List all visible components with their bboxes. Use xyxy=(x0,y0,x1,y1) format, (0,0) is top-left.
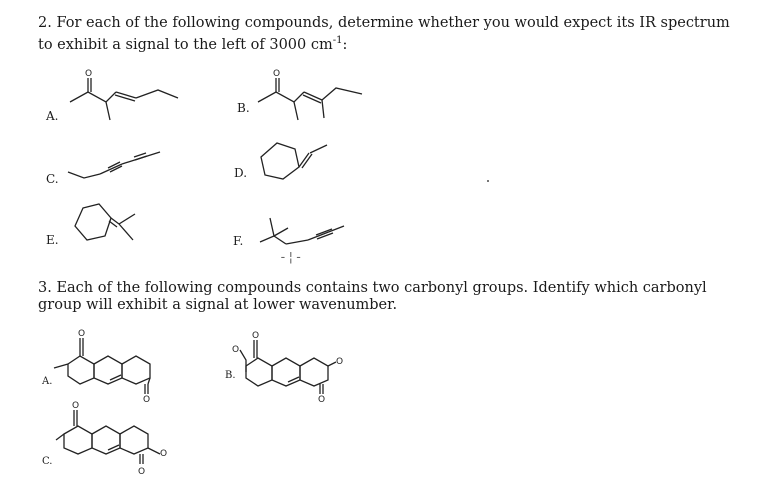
molecule-3c xyxy=(52,401,192,484)
oxygen-label: O xyxy=(72,401,80,411)
question-2-superscript: -1 xyxy=(332,35,343,46)
molecule-3b xyxy=(230,322,370,405)
oxygen-label: O xyxy=(336,357,344,367)
label-2f: F. xyxy=(233,234,244,248)
label-2b: B. xyxy=(237,101,250,115)
molecule-2c xyxy=(64,140,174,190)
question-2-colon: : xyxy=(342,36,348,53)
molecule-2e xyxy=(65,196,155,256)
label-2e: E. xyxy=(46,233,59,247)
molecule-2b xyxy=(252,62,382,132)
label-3c: C. xyxy=(42,456,53,467)
label-2d: D. xyxy=(234,166,248,180)
cursor-marker: -¦- xyxy=(279,250,303,265)
label-3b: B. xyxy=(225,370,236,381)
molecule-2f xyxy=(252,210,362,255)
oxygen-label: O xyxy=(160,449,168,459)
molecule-2d xyxy=(255,135,345,195)
oxygen-label: O xyxy=(138,467,146,477)
oxygen-label: O xyxy=(85,69,93,79)
oxygen-label: O xyxy=(78,329,86,339)
oxygen-label: O xyxy=(252,331,260,341)
stray-dot xyxy=(487,180,489,182)
question-3-text: 3. Each of the following compounds contains two carbonyl groups. Identify which carbonyl group will exhibit a signal at lower wavenumber. xyxy=(38,280,707,313)
oxygen-label: O xyxy=(232,345,240,355)
label-2c: C. xyxy=(46,172,59,186)
oxygen-label: O xyxy=(318,395,326,405)
molecule-2a xyxy=(60,62,190,132)
molecule-3a xyxy=(52,322,192,405)
oxygen-label: O xyxy=(273,69,281,79)
label-2a: A. xyxy=(46,109,59,123)
question-2-text xyxy=(38,15,738,54)
label-3a: A. xyxy=(42,376,53,387)
question-2-body: 2. For each of the following compounds, determine whether you would expect its IR spectrum to exhibit a signal to the left of 3000 cm xyxy=(38,15,730,53)
oxygen-label: O xyxy=(143,395,151,405)
